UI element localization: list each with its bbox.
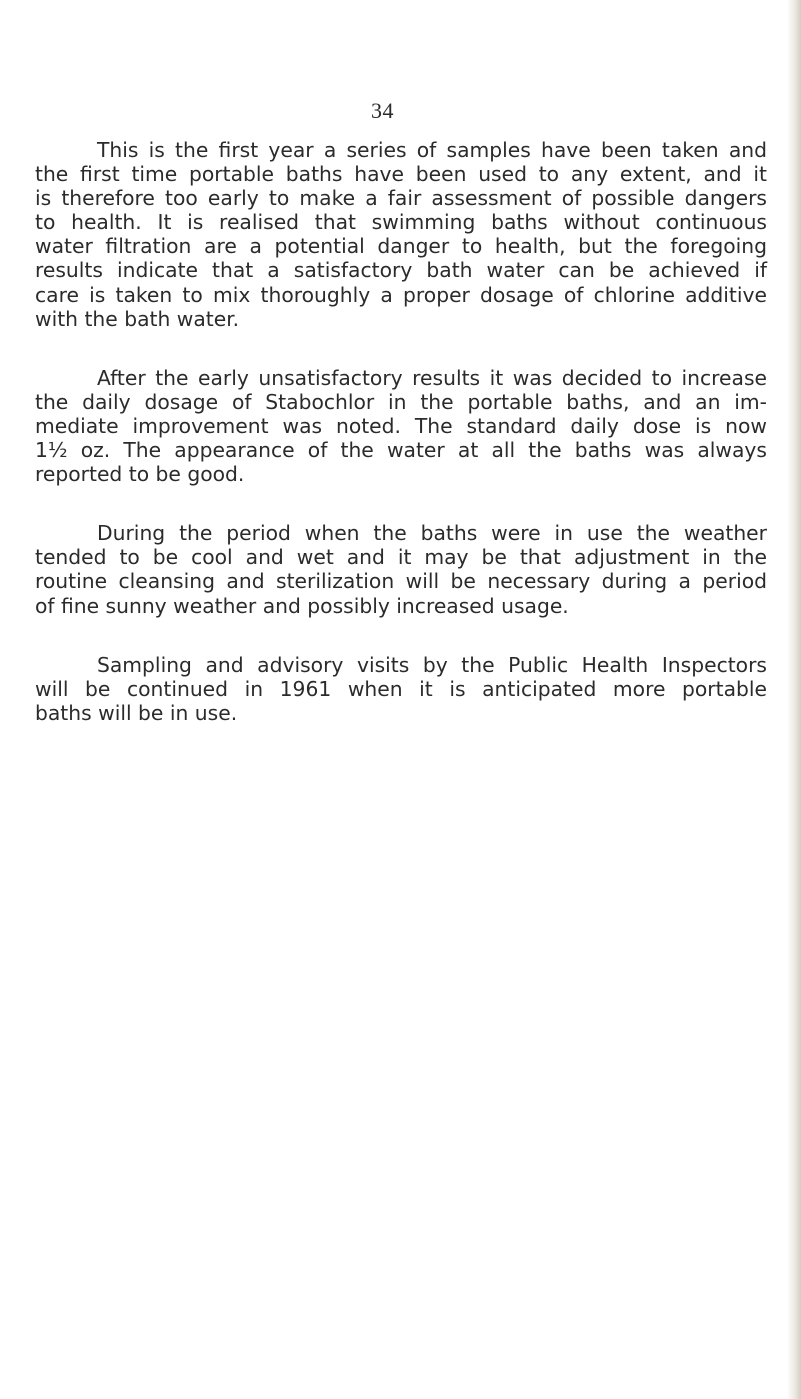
- text-line: After the early unsatisfactory results it was decided to increase: [97, 365, 767, 390]
- text-line: reported to be good.: [35, 462, 245, 487]
- paragraph-4: [35, 653, 767, 725]
- text-line: Sampling and advisory visits by the Public Health Inspectors: [97, 652, 767, 677]
- text-line: will be continued in 1961 when it is anticipated more portable: [35, 676, 767, 701]
- text-line: tended to be cool and wet and it may be that adjustment in the: [35, 545, 767, 570]
- body-text: [35, 138, 767, 760]
- text-line: results indicate that a satisfactory bath water can be achieved if: [35, 258, 767, 283]
- text-line: is therefore too early to make a fair assessment of possible dangers: [35, 186, 767, 211]
- page-edge-shadow: [787, 0, 801, 1399]
- paragraph-2: [35, 366, 767, 486]
- text-line: water filtration are a potential danger to health, but the foregoing: [35, 234, 767, 259]
- text-line: with the bath water.: [35, 306, 240, 331]
- page-number: 34: [371, 98, 394, 123]
- text-line: 1½ oz. The appearance of the water at all the baths was always: [35, 438, 767, 463]
- text-line: the first time portable baths have been used to any extent, and it: [35, 162, 767, 187]
- text-line: to health. It is realised that swimming baths without continuous: [35, 210, 767, 235]
- text-line: the daily dosage of Stabochlor in the portable baths, and an im-: [35, 389, 767, 414]
- text-line: of fine sunny weather and possibly increased usage.: [35, 593, 569, 618]
- text-line: mediate improvement was noted. The standard daily dose is now: [35, 413, 767, 438]
- text-line: During the period when the baths were in use the weather: [97, 521, 767, 546]
- text-line: care is taken to mix thoroughly a proper dosage of chlorine additive: [35, 282, 767, 307]
- text-line: This is the first year a series of samples have been taken and: [97, 138, 767, 162]
- paragraph-3: [35, 521, 767, 617]
- text-line: baths will be in use.: [35, 700, 238, 725]
- paragraph-1: [35, 138, 767, 331]
- text-line: routine cleansing and sterilization will be necessary during a period: [35, 569, 767, 594]
